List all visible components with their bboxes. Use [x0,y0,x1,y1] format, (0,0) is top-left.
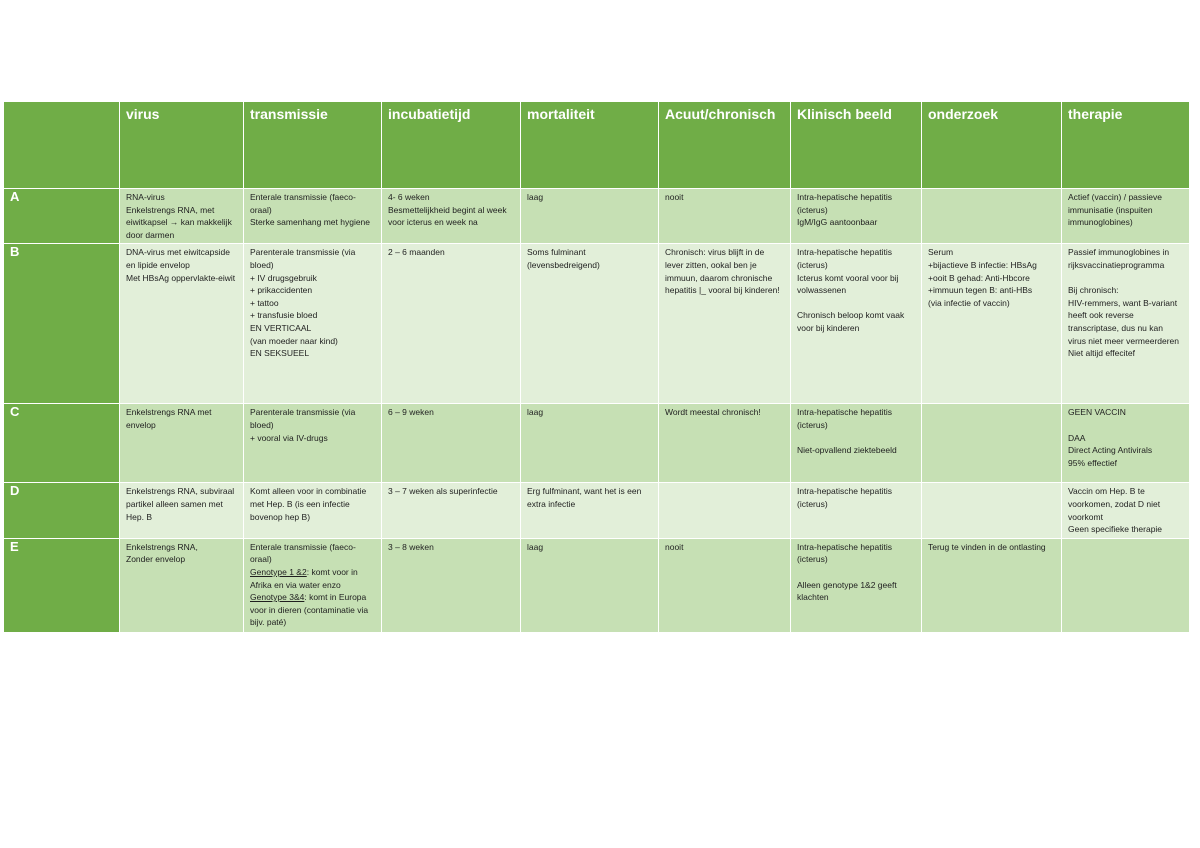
cell-onderzoek [922,189,1062,244]
cell-klinisch-beeld: Intra-hepatische hepatitis (icterus) IgM/IgG aantoonbaar [791,189,922,244]
col-header-klinisch-beeld: Klinisch beeld [791,102,922,189]
cell-acuut-chronisch: Chronisch: virus blijft in de lever zitten, ookal ben je immuun, daarom chronische hepatitis |_ vooral bij kinderen! [659,244,791,404]
cell-acuut-chronisch: nooit [659,538,791,632]
cell-therapie: Vaccin om Hep. B te voorkomen, zodat D niet voorkomt Geen specifieke therapie [1062,483,1190,538]
table-row [4,244,1190,404]
cell-transmissie: Komt alleen voor in combinatie met Hep. B (is een infectie bovenop hep B) [244,483,382,538]
col-header-incubatietijd: incubatietijd [382,102,521,189]
col-header-transmissie: transmissie [244,102,382,189]
cell-onderzoek: Serum +bijactieve B infectie: HBsAg +ooit B gehad: Anti-Hbcore +immuun tegen B: anti-HBs (via infectie of vaccin) [922,244,1062,404]
cell-mortaliteit: laag [521,189,659,244]
cell-transmissie: Enterale transmissie (faeco-oraal) Sterke samenhang met hygiene [244,189,382,244]
cell-mortaliteit: Soms fulminant (levensbedreigend) [521,244,659,404]
row-label: D [4,483,120,538]
row-label: B [4,244,120,404]
header-row [4,102,1190,189]
cell-virus: Enkelstrengs RNA, subviraal partikel alleen samen met Hep. B [120,483,244,538]
cell-virus: Enkelstrengs RNA met envelop [120,404,244,483]
cell-incubatietijd: 2 – 6 maanden [382,244,521,404]
col-header-acuut-chronisch: Acuut/chronisch [659,102,791,189]
row-label: C [4,404,120,483]
row-label: A [4,189,120,244]
cell-klinisch-beeld: Intra-hepatische hepatitis (icterus) Icterus komt vooral voor bij volwassenen Chronisch beloop komt vaak voor bij kinderen [791,244,922,404]
cell-transmissie: Enterale transmissie (faeco-oraal) Genotype 1 &2: komt voor in Afrika en via water enzo Genotype 3&4: komt in Europa voor in dieren (contaminatie via bijv. paté) [244,538,382,632]
cell-mortaliteit: laag [521,404,659,483]
cell-transmissie: Parenterale transmissie (via bloed) + vooral via IV-drugs [244,404,382,483]
cell-acuut-chronisch [659,483,791,538]
col-header-onderzoek: onderzoek [922,102,1062,189]
table-row [4,483,1190,538]
cell-therapie: Passief immunoglobines in rijksvaccinatieprogramma Bij chronisch: HIV-remmers, want B-variant heeft ook reverse transcriptase, dus nu kan virus niet meer vermeerderen Niet altijd effecitef [1062,244,1190,404]
cell-incubatietijd: 4- 6 weken Besmettelijkheid begint al week voor icterus en week na [382,189,521,244]
cell-onderzoek [922,483,1062,538]
genotype-3-4-label: Genotype 3&4 [250,592,305,603]
col-header-mortaliteit: mortaliteit [521,102,659,189]
cell-therapie: GEEN VACCIN DAA Direct Acting Antivirals 95% effectief [1062,404,1190,483]
cell-onderzoek [922,404,1062,483]
corner-cell [4,102,120,189]
cell-transmissie: Parenterale transmissie (via bloed) + IV drugsgebruik + prikaccidenten + tattoo + transfusie bloed EN VERTICAAL (van moeder naar kind) EN SEKSUEEL [244,244,382,404]
cell-incubatietijd: 6 – 9 weken [382,404,521,483]
col-header-therapie: therapie [1062,102,1190,189]
cell-klinisch-beeld: Intra-hepatische hepatitis (icterus) Alleen genotype 1&2 geeft klachten [791,538,922,632]
table-row [4,189,1190,244]
cell-virus: Enkelstrengs RNA, Zonder envelop [120,538,244,632]
genotype-1-2-label: Genotype 1 &2 [250,566,307,577]
cell-mortaliteit: laag [521,538,659,632]
cell-klinisch-beeld: Intra-hepatische hepatitis (icterus) Niet-opvallend ziektebeeld [791,404,922,483]
cell-virus: RNA-virus Enkelstrengs RNA, met eiwitkapsel → kan makkelijk door darmen [120,189,244,244]
cell-mortaliteit: Erg fulfminant, want het is een extra infectie [521,483,659,538]
cell-incubatietijd: 3 – 8 weken [382,538,521,632]
cell-klinisch-beeld: Intra-hepatische hepatitis (icterus) [791,483,922,538]
cell-therapie: Actief (vaccin) / passieve immunisatie (inspuiten immunoglobines) [1062,189,1190,244]
hepatitis-table [3,101,1190,633]
table-row [4,538,1190,632]
col-header-virus: virus [120,102,244,189]
cell-virus: DNA-virus met eiwitcapside en lipide envelop Met HBsAg oppervlakte-eiwit [120,244,244,404]
cell-incubatietijd: 3 – 7 weken als superinfectie [382,483,521,538]
cell-acuut-chronisch: Wordt meestal chronisch! [659,404,791,483]
cell-onderzoek: Terug te vinden in de ontlasting [922,538,1062,632]
row-label: E [4,538,120,632]
cell-acuut-chronisch: nooit [659,189,791,244]
table-row [4,404,1190,483]
cell-therapie [1062,538,1190,632]
